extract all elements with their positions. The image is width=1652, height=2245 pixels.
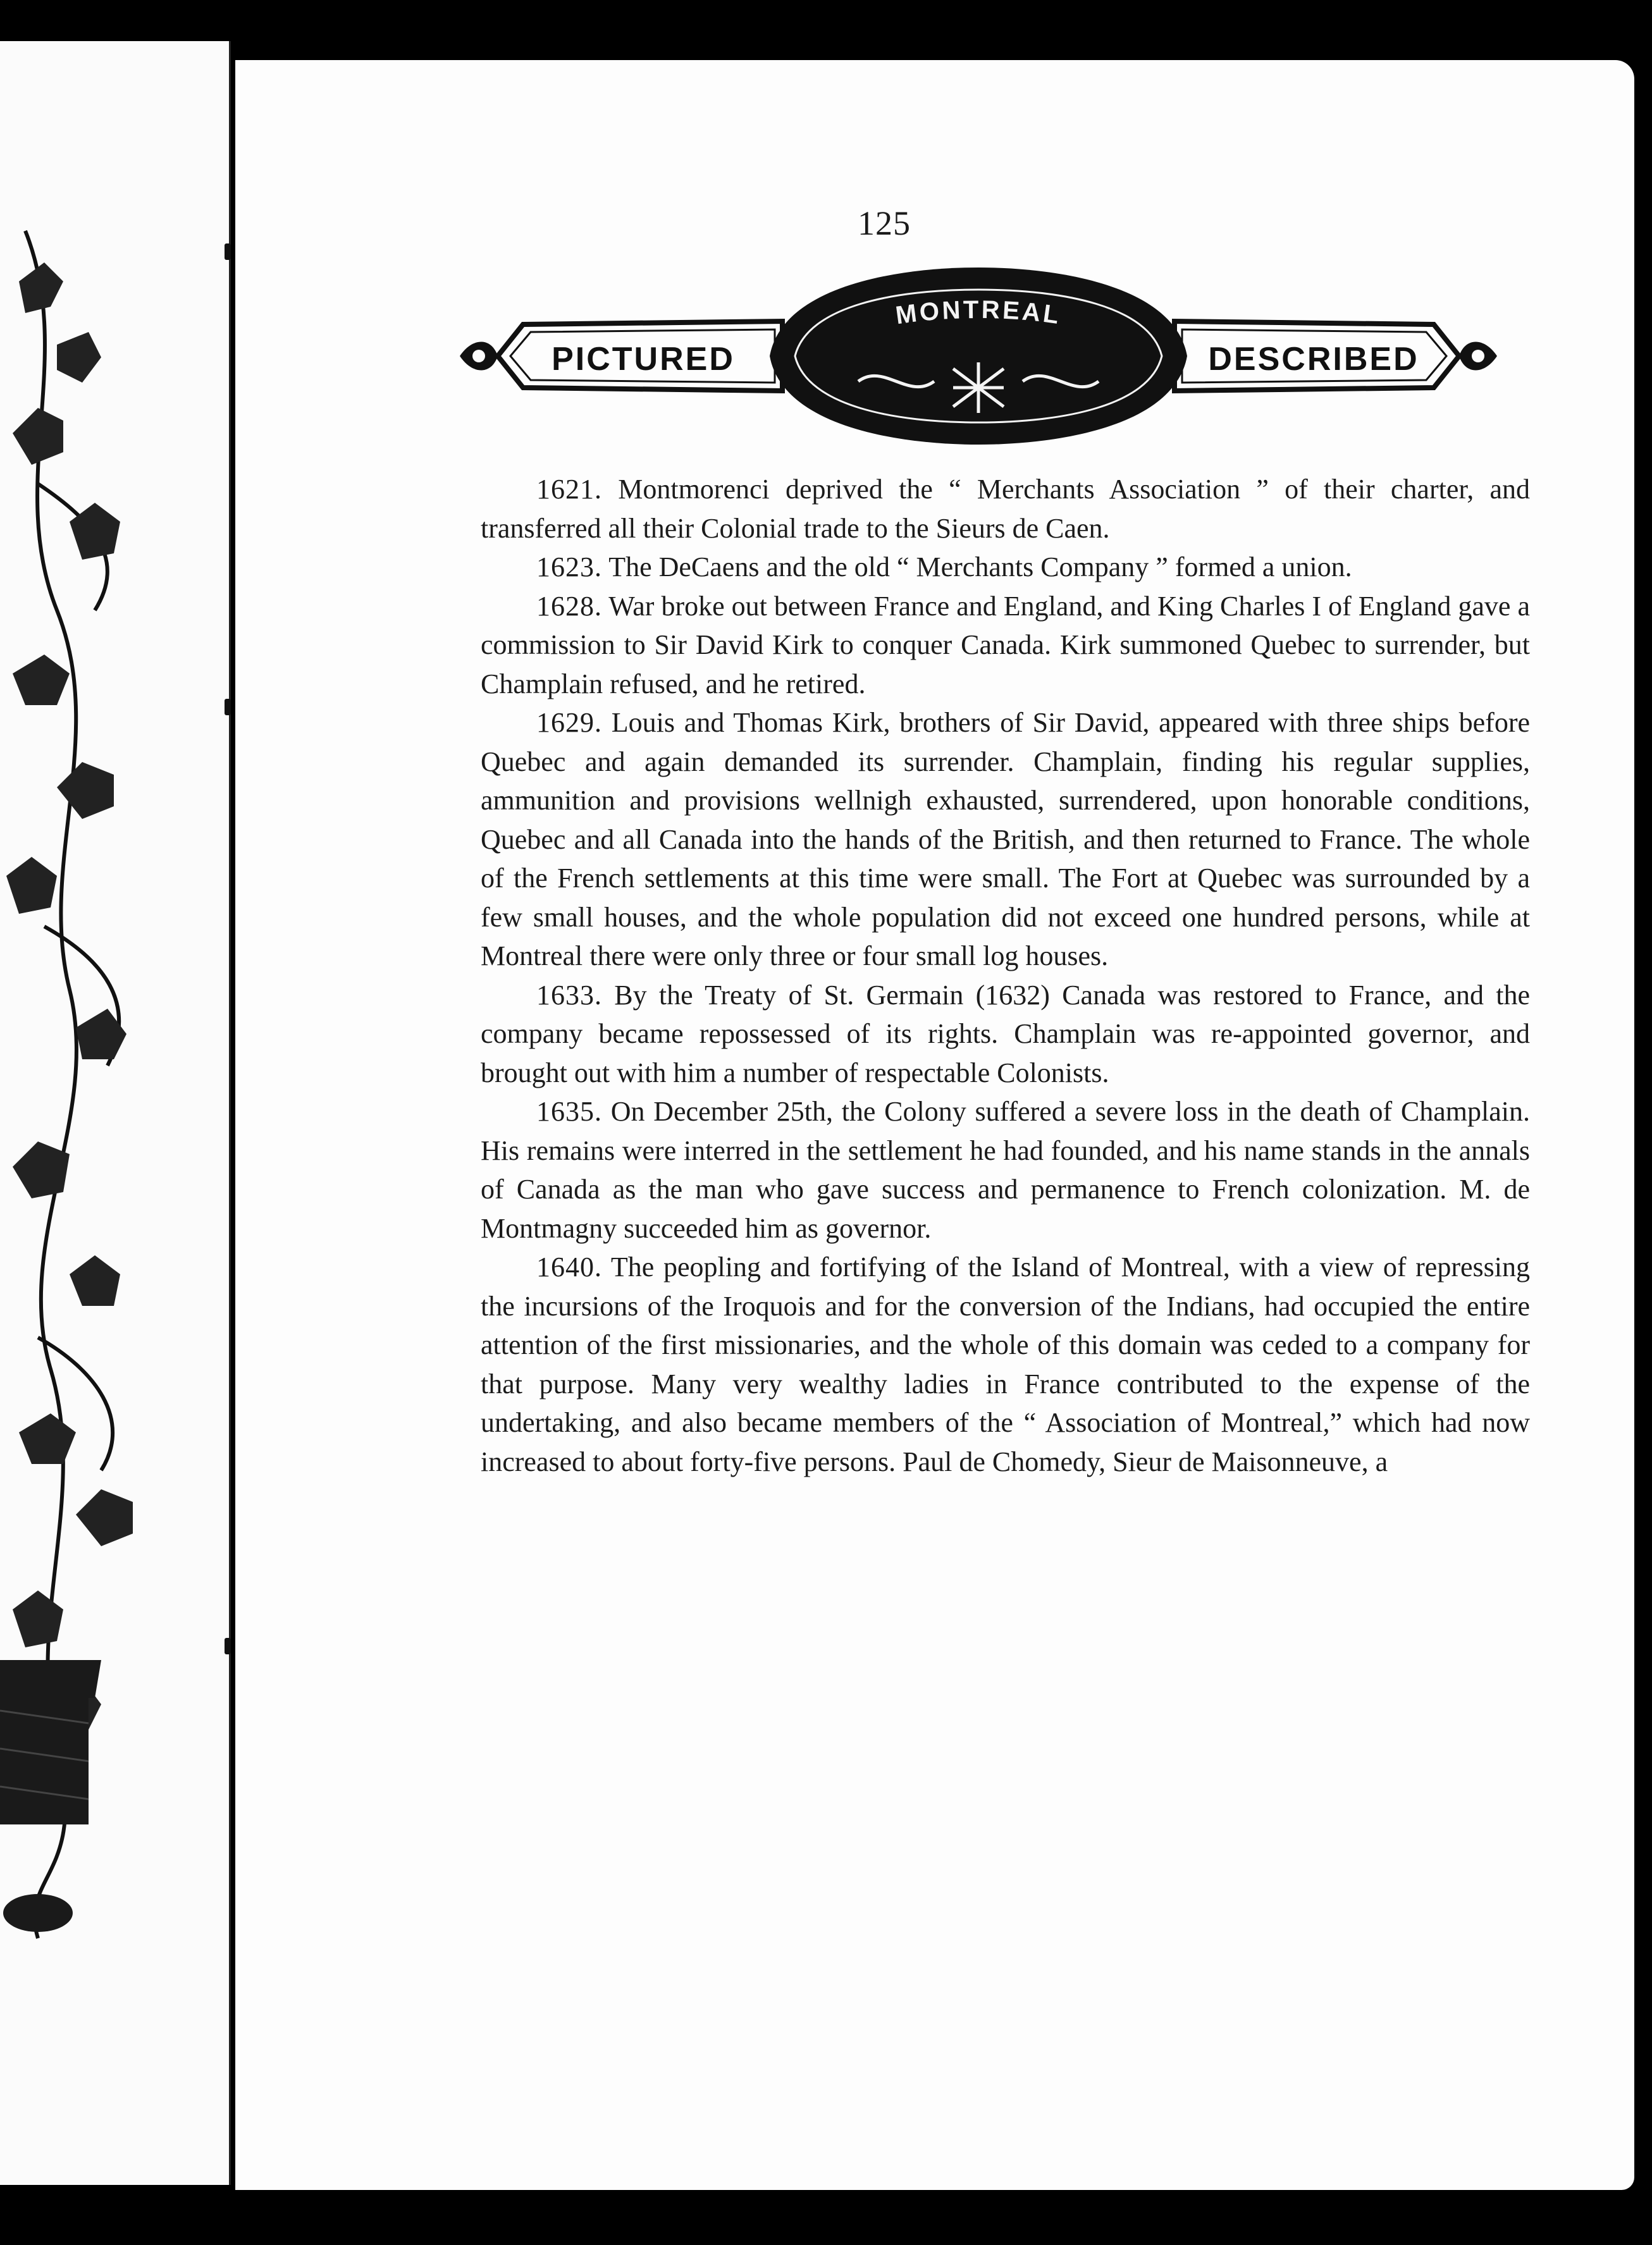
chronology-entry [481, 1092, 1530, 1248]
chronology-entry [481, 470, 1530, 548]
chronology-entry [481, 703, 1530, 976]
binding-stitch [225, 1638, 231, 1654]
header-banner [453, 261, 1503, 451]
banner-word-right: DESCRIBED [1208, 341, 1419, 378]
entry-year: 1640. [536, 1252, 602, 1282]
entry-text: On December 25th, the Colony suffered a severe loss in the death of Champlain. His remains were interred in the settlement he had founded, and his name stands in the annals of Canada as the man who gave success and permanence to French colonization. M. de Montmagny succeeded him as governor. [481, 1096, 1531, 1244]
chronology-entry [481, 976, 1530, 1093]
entry-year: 1635. [536, 1096, 602, 1127]
entry-text: Montmorenci deprived the “ Merchants Association ” of their charter, and transferred all their Colonial trade to the Sieurs de Caen. [481, 474, 1530, 544]
flourish-right-icon [1459, 342, 1497, 371]
flourish-left-icon [460, 342, 498, 371]
entry-text: Louis and Thomas Kirk, brothers of Sir David, appeared with three ships before Quebec and again demanded its surrender. Champlain, finding his regular supplies, ammunition and provisions wellnigh exhausted, surrendered, upon honorable conditions, Quebec and all Canada into the hands of the British, and then returned to France. The whole of the French settlements at this time were small. The Fort at Quebec was surrounded by a few small houses, and the whole population did not exceed one hundred persons, while at Montreal there were only three or four small log houses. [481, 707, 1530, 971]
entry-text: War broke out between France and England, and King Charles I of England gave a commission to Sir David Kirk to conquer Canada. Kirk summoned Quebec to surrender, but Champlain refused, and he retired. [481, 590, 1530, 699]
vine-ornament [0, 41, 229, 2185]
entry-year: 1628. [536, 590, 602, 622]
book-page [235, 60, 1634, 2190]
chronology-entry [481, 587, 1530, 704]
entry-text: The DeCaens and the old “ Merchants Company ” formed a union. [608, 551, 1352, 582]
entry-year: 1621. [536, 474, 602, 505]
badge-word: MONTREAL [894, 295, 1063, 330]
binding-stitch [225, 243, 231, 260]
binding-stitch [225, 699, 231, 715]
body-text [481, 470, 1530, 1481]
entry-year: 1629. [536, 707, 602, 738]
chronology-entry [481, 548, 1530, 587]
montreal-badge [770, 268, 1187, 445]
entry-year: 1633. [536, 979, 602, 1011]
page-number: 125 [858, 204, 911, 242]
banner-word-left: PICTURED [552, 341, 735, 378]
chronology-entry [481, 1248, 1530, 1481]
entry-text: The peopling and fortifying of the Island of Montreal, with a view of repressing the incursions of the Iroquois and for the conversion of the Indians, had occupied the entire attention of the first missionaries, and the whole of this domain was ceded to a company for that purpose. Many very wealthy ladies in France contributed to the expense of the undertaking, and also became members of the “ Association of Montreal,” which had now increased to about forty-five persons. Paul de Chomedy, Sieur de Maisonneuve, a [481, 1252, 1530, 1477]
entry-year: 1623. [536, 551, 602, 582]
entry-text: By the Treaty of St. Germain (1632) Canada was restored to France, and the company became repossessed of its rights. Champlain was re-appointed governor, and brought out with him a number of respectable Colonists. [481, 979, 1531, 1088]
left-facing-page [0, 41, 231, 2185]
